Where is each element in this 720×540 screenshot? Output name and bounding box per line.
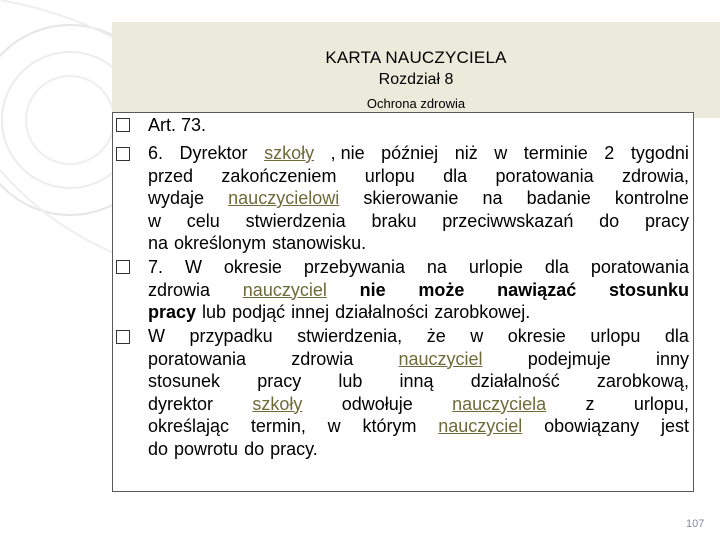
page-number: 107 — [686, 518, 705, 530]
article-heading: Art. 73. — [148, 115, 207, 135]
bullet-icon — [116, 118, 130, 132]
section-title: Ochrona zdrowia — [366, 96, 466, 111]
title-band — [112, 22, 720, 118]
bullet-icon — [116, 147, 130, 161]
page-title: KARTA NAUCZYCIELA — [325, 48, 507, 67]
paragraph-recall: W przypadku stwierdzenia, że w okresie urlopu dla poratowania zdrowia nauczyciel podejmuje inny stosunek pracy lub inną działalność zarobkową, dyrektor szkoły odwołuje nauczyciela z urlopu, określając termin, w którym nauczyciel obowiązany jest do powrotu do pracy. — [148, 326, 689, 459]
bullet-icon — [116, 260, 130, 274]
paragraph-7: 7. W okresie przebywania na urlopie dla poratowania zdrowia nauczyciel nie może nawiązać stosunku pracy lub podjąć innej działalności zarobkowej. — [148, 257, 689, 322]
chapter-title: Rozdział 8 — [378, 71, 454, 88]
paragraph-6: 6. Dyrektor szkoły , nie później niż w terminie 2 tygodni przed zakończeniem urlopu dla poratowania zdrowia, wydaje nauczycielowi skierowanie na badanie kontrolne w celu stwierdzenia braku przeciwwskazań do pracy na określonym stanowisku. — [148, 143, 689, 253]
bullet-icon — [116, 330, 130, 344]
